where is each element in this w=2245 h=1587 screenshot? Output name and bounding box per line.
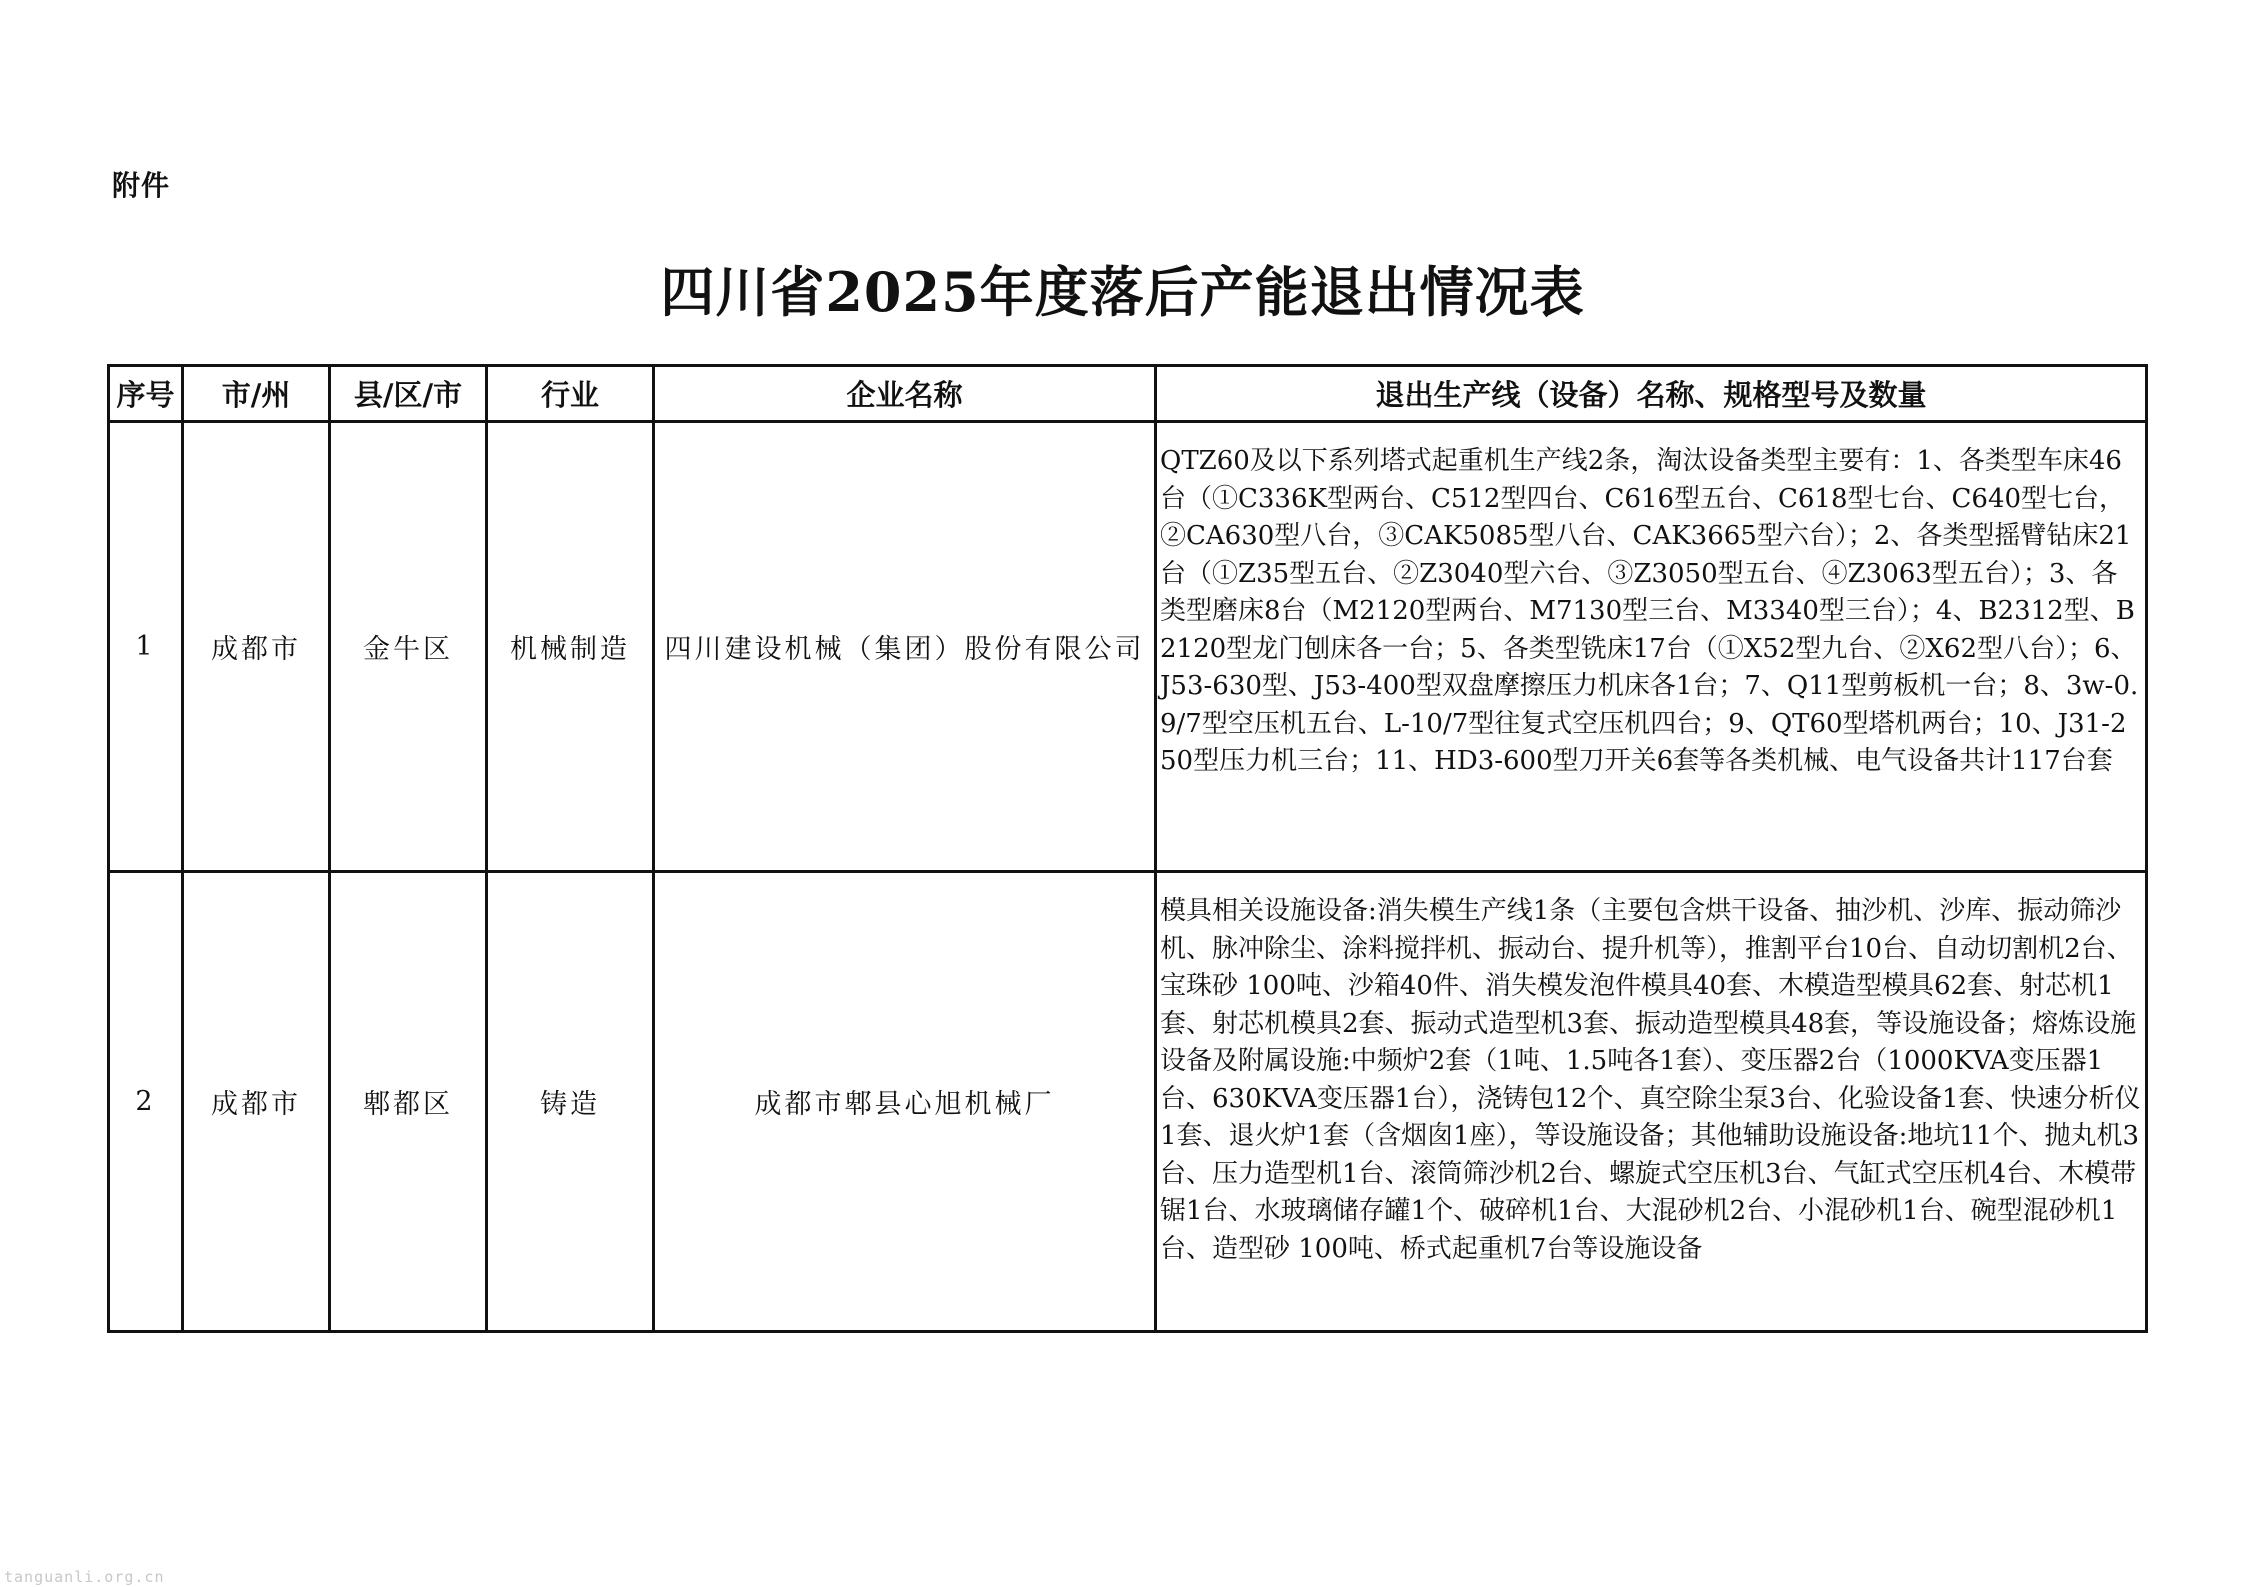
- table-header-row: [109, 366, 2147, 422]
- capacity-exit-table: [107, 364, 2148, 1333]
- table-row: [109, 422, 2147, 872]
- cell-city: 成都市: [183, 422, 330, 872]
- table-row: [109, 872, 2147, 1332]
- cell-city: 成都市: [183, 872, 330, 1332]
- attachment-label: 附件: [112, 169, 171, 202]
- cell-company: 四川建设机械（集团）股份有限公司: [654, 422, 1156, 872]
- page-title: 四川省2025年度落后产能退出情况表: [660, 260, 1585, 324]
- site-watermark: tanguanli.org.cn: [4, 1568, 165, 1586]
- header-details: 退出生产线（设备）名称、规格型号及数量: [1156, 366, 2147, 422]
- header-seq: 序号: [109, 366, 183, 422]
- cell-industry: 机械制造: [487, 422, 654, 872]
- cell-seq: 1: [109, 422, 183, 872]
- header-industry: 行业: [487, 366, 654, 422]
- cell-details: QTZ60及以下系列塔式起重机生产线2条，淘汰设备类型主要有：1、各类型车床46台（①C336K型两台、C512型四台、C616型五台、C618型七台、C640型七台，②CA630型八台，③CAK5085型八台、CAK3665型六台）；2、各类型摇臂钻床21台（①Z35型五台、②Z3040型六台、③Z3050型五台、④Z3063型五台）；3、各类型磨床8台（M2120型两台、M7130型三台、M3340型三台）；4、B2312型、B2120型龙门刨床各一台；5、各类型铣床17台（①X52型九台、②X62型八台）；6、J53-630型、J53-400型双盘摩擦压力机床各1台；7、Q11型剪板机一台；8、3w-0.9/7型空压机五台、L-10/7型往复式空压机四台；9、QT60型塔机两台；10、J31-250型压力机三台；11、HD3-600型刀开关6套等各类机械、电气设备共计117台套: [1156, 422, 2147, 872]
- header-company: 企业名称: [654, 366, 1156, 422]
- cell-company: 成都市郫县心旭机械厂: [654, 872, 1156, 1332]
- cell-county: 郫都区: [330, 872, 487, 1332]
- cell-industry: 铸造: [487, 872, 654, 1332]
- header-county: 县/区/市: [330, 366, 487, 422]
- cell-county: 金牛区: [330, 422, 487, 872]
- cell-seq: 2: [109, 872, 183, 1332]
- cell-details: 模具相关设施设备:消失模生产线1条（主要包含烘干设备、抽沙机、沙库、振动筛沙机、脉冲除尘、涂料搅拌机、振动台、提升机等），推割平台10台、自动切割机2台、宝珠砂 100吨、沙箱40件、消失模发泡件模具40套、木模造型模具62套、射芯机1套、射芯机模具2套、振动式造型机3套、振动造型模具48套，等设施设备；熔炼设施设备及附属设施:中频炉2套（1吨、1.5吨各1套）、变压器2台（1000KVA变压器1台、630KVA变压器1台），浇铸包12个、真空除尘泵3台、化验设备1套、快速分析仪1套、退火炉1套（含烟囱1座），等设施设备；其他辅助设施设备:地坑11个、抛丸机3台、压力造型机1台、滚筒筛沙机2台、螺旋式空压机3台、气缸式空压机4台、木模带锯1台、水玻璃储存罐1个、破碎机1台、大混砂机2台、小混砂机1台、碗型混砂机1台、造型砂 100吨、桥式起重机7台等设施设备: [1156, 872, 2147, 1332]
- header-city: 市/州: [183, 366, 330, 422]
